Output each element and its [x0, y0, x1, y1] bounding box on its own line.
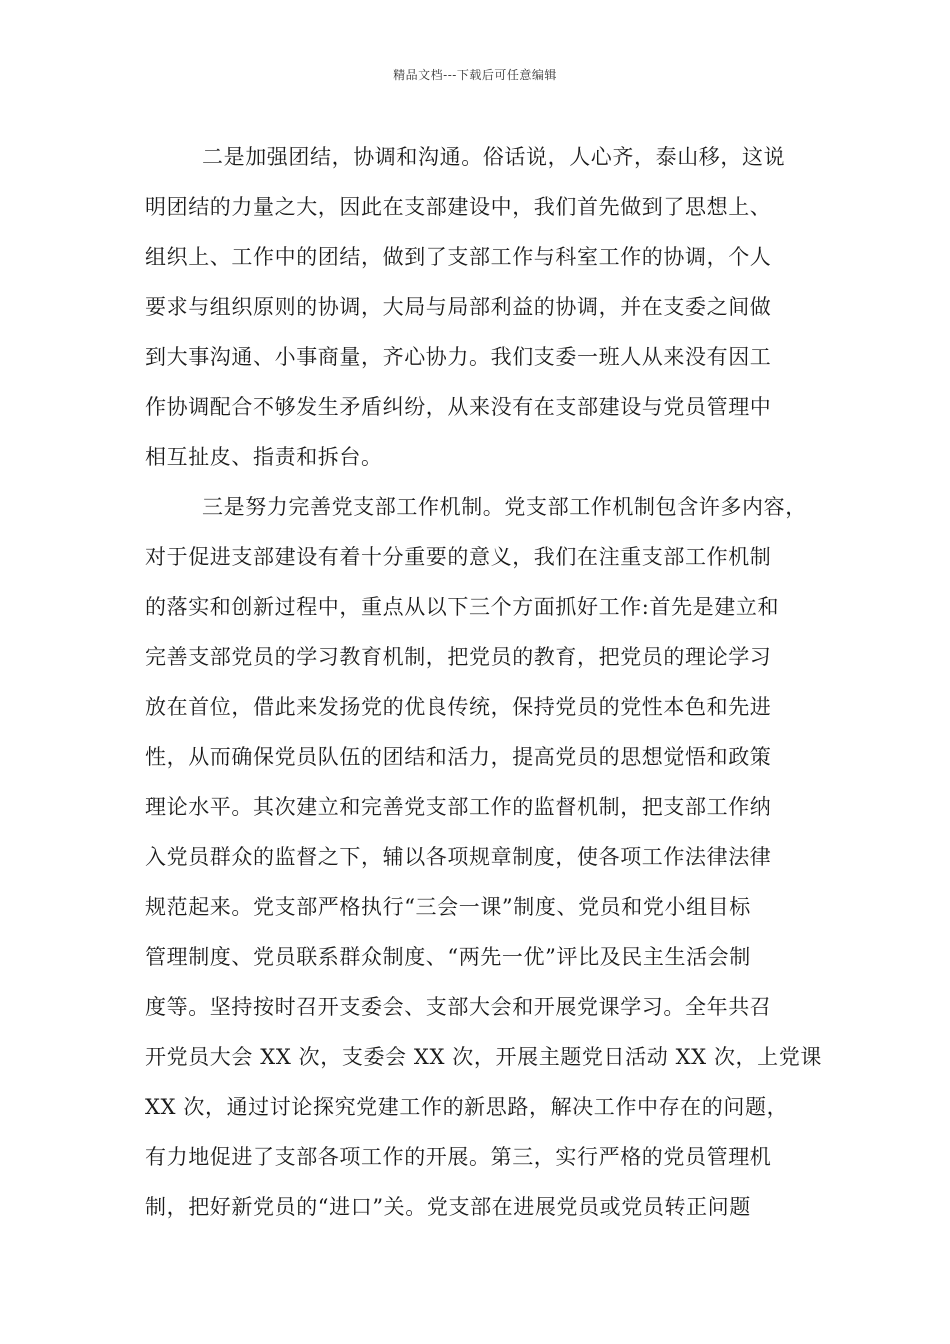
body-text [145, 132, 822, 1232]
paragraph-line: 开党员大会 XX 次，支委会 XX 次，开展主题党日活动 XX 次，上党课 [145, 1045, 822, 1069]
paragraph-line: 管理制度、党员联系群众制度、“两先一优”评比及民主生活会制 [145, 945, 751, 969]
page-header: 精品文档---下载后可任意编辑 [393, 68, 557, 82]
paragraph-line: 三是努力完善党支部工作机制。党支部工作机制包含许多内容， [202, 495, 807, 519]
paragraph-line: 到大事沟通、小事商量，齐心协力。我们支委一班人从来没有因工 [145, 345, 772, 369]
paragraph-line: XX 次，通过讨论探究党建工作的新思路，解决工作中存在的问题， [145, 1095, 789, 1119]
paragraph-line: 对于促进支部建设有着十分重要的意义，我们在注重支部工作机制 [145, 545, 772, 569]
paragraph-line: 明团结的力量之大，因此在支部建设中，我们首先做到了思想上、 [145, 195, 772, 219]
paragraph-mechanism [145, 482, 822, 1232]
paragraph-line: 度等。坚持按时召开支委会、支部大会和开展党课学习。全年共召 [145, 995, 772, 1019]
paragraph-line: 理论水平。其次建立和完善党支部工作的监督机制，把支部工作纳 [145, 795, 772, 819]
paragraph-line: 入党员群众的监督之下，辅以各项规章制度，使各项工作法律法律 [145, 845, 772, 869]
paragraph-unity [145, 132, 809, 482]
paragraph-line: 相互扯皮、指责和拆台。 [145, 445, 383, 469]
paragraph-line: 的落实和创新过程中，重点从以下三个方面抓好工作:首先是建立和 [145, 595, 780, 619]
paragraph-line: 制，把好新党员的“进口”关。党支部在进展党员或党员转正问题 [145, 1195, 751, 1219]
paragraph-line: 有力地促进了支部各项工作的开展。第三，实行严格的党员管理机 [145, 1145, 772, 1169]
paragraph-line: 作协调配合不够发生矛盾纠纷，从来没有在支部建设与党员管理中 [145, 395, 772, 419]
paragraph-line: 规范起来。党支部严格执行“三会一课”制度、党员和党小组目标 [145, 895, 751, 919]
paragraph-line: 放在首位，借此来发扬党的优良传统，保持党员的党性本色和先进 [145, 695, 772, 719]
paragraph-line: 二是加强团结，协调和沟通。俗话说，人心齐，泰山移，这说 [202, 145, 786, 169]
paragraph-line: 性，从而确保党员队伍的团结和活力，提高党员的思想觉悟和政策 [145, 745, 772, 769]
paragraph-line: 要求与组织原则的协调，大局与局部利益的协调，并在支委之间做 [145, 295, 772, 319]
paragraph-line: 组织上、工作中的团结，做到了支部工作与科室工作的协调，个人 [145, 245, 772, 269]
paragraph-line: 完善支部党员的学习教育机制，把党员的教育，把党员的理论学习 [145, 645, 772, 669]
